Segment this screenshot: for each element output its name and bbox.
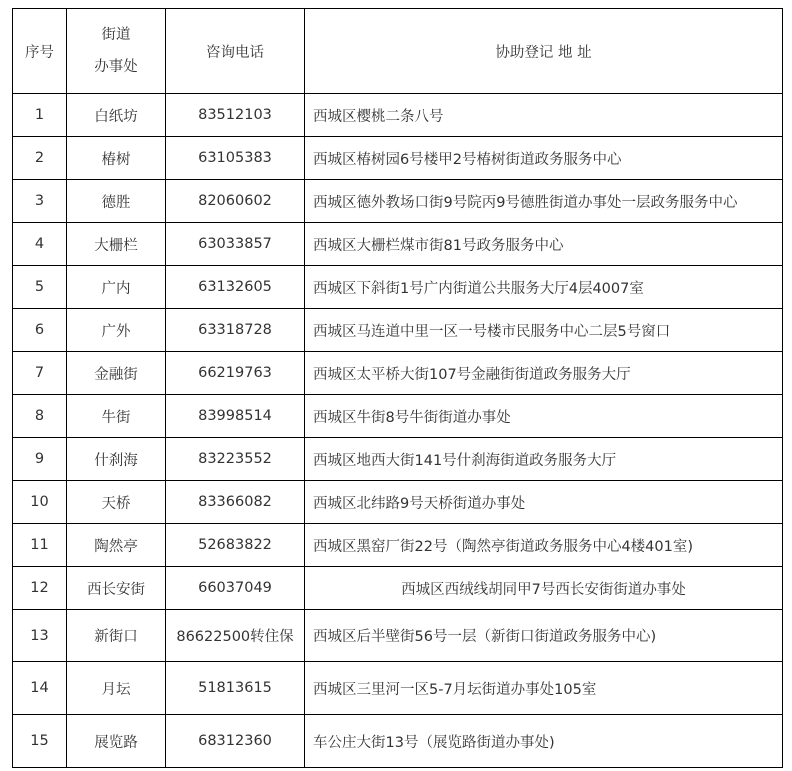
cell-phone: 83998514 <box>166 395 305 438</box>
cell-office: 德胜 <box>67 180 166 223</box>
header-address: 协助登记 地 址 <box>305 9 783 94</box>
cell-address: 西城区樱桃二条八号 <box>305 94 783 137</box>
cell-address: 西城区马连道中里一区一号楼市民服务中心二层5号窗口 <box>305 309 783 352</box>
table-row <box>13 266 783 309</box>
cell-address: 西城区北纬路9号天桥街道办事处 <box>305 481 783 524</box>
cell-office: 陶然亭 <box>67 524 166 567</box>
cell-address: 西城区西绒线胡同甲7号西长安街街道办事处 <box>305 567 783 610</box>
cell-office: 大栅栏 <box>67 223 166 266</box>
table-row <box>13 223 783 266</box>
registration-office-table <box>12 8 783 768</box>
table-row <box>13 180 783 223</box>
cell-address: 西城区三里河一区5-7月坛街道办事处105室 <box>305 662 783 715</box>
cell-office: 西长安街 <box>67 567 166 610</box>
table-row <box>13 481 783 524</box>
cell-index: 7 <box>13 352 67 395</box>
cell-address: 西城区地西大街141号什刹海街道政务服务大厅 <box>305 438 783 481</box>
header-office-line2: 办事处 <box>94 59 138 75</box>
cell-phone: 83366082 <box>166 481 305 524</box>
cell-index: 6 <box>13 309 67 352</box>
cell-index: 10 <box>13 481 67 524</box>
cell-phone: 68312360 <box>166 715 305 768</box>
cell-index: 3 <box>13 180 67 223</box>
cell-phone: 83512103 <box>166 94 305 137</box>
cell-office: 牛街 <box>67 395 166 438</box>
header-office-line1: 街道 <box>101 27 131 43</box>
cell-address: 西城区牛街8号牛街街道办事处 <box>305 395 783 438</box>
table-row <box>13 137 783 180</box>
cell-index: 11 <box>13 524 67 567</box>
cell-office: 什刹海 <box>67 438 166 481</box>
cell-index: 13 <box>13 610 67 662</box>
cell-address: 西城区黑窑厂街22号（陶然亭街道政务服务中心4楼401室) <box>305 524 783 567</box>
cell-phone: 66037049 <box>166 567 305 610</box>
table-row <box>13 567 783 610</box>
cell-index: 4 <box>13 223 67 266</box>
table-row <box>13 352 783 395</box>
table-row <box>13 438 783 481</box>
cell-office: 展览路 <box>67 715 166 768</box>
table-row <box>13 395 783 438</box>
cell-office: 椿树 <box>67 137 166 180</box>
cell-office: 新街口 <box>67 610 166 662</box>
cell-index: 15 <box>13 715 67 768</box>
cell-address: 西城区德外教场口街9号院丙9号德胜街道办事处一层政务服务中心 <box>305 180 783 223</box>
table-row <box>13 309 783 352</box>
cell-office: 广外 <box>67 309 166 352</box>
cell-index: 5 <box>13 266 67 309</box>
cell-index: 8 <box>13 395 67 438</box>
table-header-row <box>13 9 783 94</box>
table-row <box>13 662 783 715</box>
cell-address: 西城区后半壁街56号一层（新街口街道政务服务中心) <box>305 610 783 662</box>
header-index: 序号 <box>13 9 67 94</box>
cell-address: 西城区下斜街1号广内街道公共服务大厅4层4007室 <box>305 266 783 309</box>
cell-phone: 86622500转住保 <box>166 610 305 662</box>
header-phone: 咨询电话 <box>166 9 305 94</box>
cell-index: 12 <box>13 567 67 610</box>
cell-office: 金融街 <box>67 352 166 395</box>
cell-address: 西城区椿树园6号楼甲2号椿树街道政务服务中心 <box>305 137 783 180</box>
cell-office: 天桥 <box>67 481 166 524</box>
cell-phone: 83223552 <box>166 438 305 481</box>
cell-office: 月坛 <box>67 662 166 715</box>
header-office <box>67 9 166 94</box>
cell-phone: 82060602 <box>166 180 305 223</box>
cell-phone: 51813615 <box>166 662 305 715</box>
cell-address: 西城区太平桥大街107号金融街街道政务服务大厅 <box>305 352 783 395</box>
table-row <box>13 610 783 662</box>
cell-index: 1 <box>13 94 67 137</box>
cell-phone: 66219763 <box>166 352 305 395</box>
table-row <box>13 715 783 768</box>
table-row <box>13 524 783 567</box>
cell-address: 西城区大栅栏煤市街81号政务服务中心 <box>305 223 783 266</box>
cell-office: 白纸坊 <box>67 94 166 137</box>
cell-phone: 63318728 <box>166 309 305 352</box>
cell-office: 广内 <box>67 266 166 309</box>
cell-address: 车公庄大街13号（展览路街道办事处) <box>305 715 783 768</box>
cell-index: 14 <box>13 662 67 715</box>
cell-phone: 63132605 <box>166 266 305 309</box>
table-row <box>13 94 783 137</box>
cell-phone: 63105383 <box>166 137 305 180</box>
cell-phone: 52683822 <box>166 524 305 567</box>
cell-index: 2 <box>13 137 67 180</box>
cell-phone: 63033857 <box>166 223 305 266</box>
cell-index: 9 <box>13 438 67 481</box>
